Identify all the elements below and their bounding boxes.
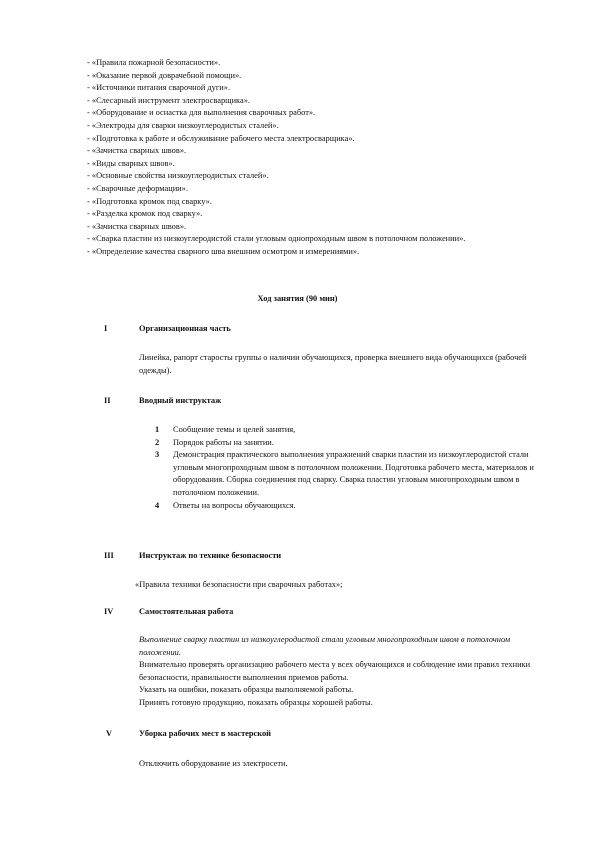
section-number: V	[106, 729, 113, 738]
topic-item: - «Определение качества сварного шва внешним осмотром и измерениями».	[87, 246, 360, 256]
topic-item: - «Оказание первой доврачебной помощи».	[87, 70, 242, 80]
topic-item: - «Электроды для сварки низкоуглеродистых сталей».	[87, 120, 279, 130]
topic-item: - «Основные свойства низкоуглеродистых сталей».	[87, 171, 269, 181]
briefing-steps-list	[155, 424, 535, 512]
list-item-number: 3	[155, 450, 160, 460]
list-item	[155, 449, 535, 499]
topic-item: - «Правила пожарной безопасности».	[87, 58, 221, 67]
topics-list	[87, 57, 537, 259]
instruction-line: Принять готовую продукцию, показать образцы хорошей работы.	[139, 697, 373, 707]
topic-item: - «Слесарный инструмент электросварщика».	[87, 95, 251, 105]
section-number: I	[104, 324, 108, 333]
section-number: II	[104, 396, 111, 405]
topic-item: - «Оборудование и оснастка для выполнения сварочных работ».	[87, 108, 316, 118]
topic-item: - «Источники питания сварочной дуги».	[87, 83, 231, 93]
topic-item: - «Подготовка кромок под сварку».	[87, 196, 212, 206]
section-number: IV	[104, 607, 114, 616]
topic-item: - «Сварочные деформации».	[87, 183, 188, 193]
topic-item: - «Подготовка к работе и обслуживание рабочего места электросварщика».	[87, 133, 355, 143]
topic-item: - «Виды сварных швов».	[87, 158, 175, 168]
section-text: Линейка, рапорт старосты группы о наличии обучающихся, проверка внешнего вида обучающихся (рабочей одежды).	[139, 353, 527, 375]
topic-item: - «Зачистка сварных швов».	[87, 221, 187, 231]
list-item-text: Сообщение темы и целей занятия,	[173, 425, 296, 434]
section-title: Организационная часть	[139, 324, 231, 333]
list-item	[155, 437, 535, 450]
list-item-text: Ответы на вопросы обучающихся.	[173, 500, 296, 510]
list-item-text: Демонстрация практического выполнения упражнений сварки пластин из низкоуглеродистой стали угловым многопроходным швом в потолочном положении. Подготовка рабочего места, материалов и оборудования. Сборка соединения под сварку. Сварка пластин угловым многопроходным швом в потолочном положении.	[173, 450, 534, 497]
instruction-line: Указать на ошибки, показать образцы выполняемой работы.	[139, 685, 354, 695]
section-title: Инструктаж по технике безопасности	[139, 551, 282, 560]
topic-item: - «Сварка пластин из низкоуглеродистой стали угловым однопроходным швом в потолочном положении».	[87, 234, 466, 244]
section-title: Уборка рабочих мест в мастерской	[139, 729, 272, 738]
list-item-text: Порядок работы на занятии.	[173, 437, 274, 447]
instruction-line: Внимательно проверять организацию рабочего места у всех обучающихся и соблюдение ими правил техники безопасности, правильности выполнения приемов работы.	[139, 660, 531, 682]
topic-item: - «Разделка кромок под сварку».	[87, 209, 203, 219]
section-title: Вводный инструктаж	[139, 396, 222, 405]
section-text: «Правила техники безопасности при сварочных работах»;	[135, 580, 343, 589]
list-item-number: 1	[155, 425, 160, 434]
task-statement: Выполнение сварку пластин из низкоуглеродистой стали угловым многопроходным швом в потолочном положении.	[139, 635, 511, 657]
list-item-number: 4	[155, 500, 160, 510]
list-item	[155, 424, 535, 437]
lesson-plan-title: Ход занятия (90 мин)	[257, 294, 338, 303]
list-item-number: 2	[155, 437, 160, 447]
section-body	[139, 634, 539, 710]
section-text: Отключить оборудование из электросети.	[139, 759, 288, 768]
section-number: III	[104, 551, 114, 560]
section-title: Самостоятельная работа	[139, 607, 234, 616]
topic-item: - «Зачистка сварных швов».	[87, 146, 187, 156]
list-item	[155, 500, 535, 513]
